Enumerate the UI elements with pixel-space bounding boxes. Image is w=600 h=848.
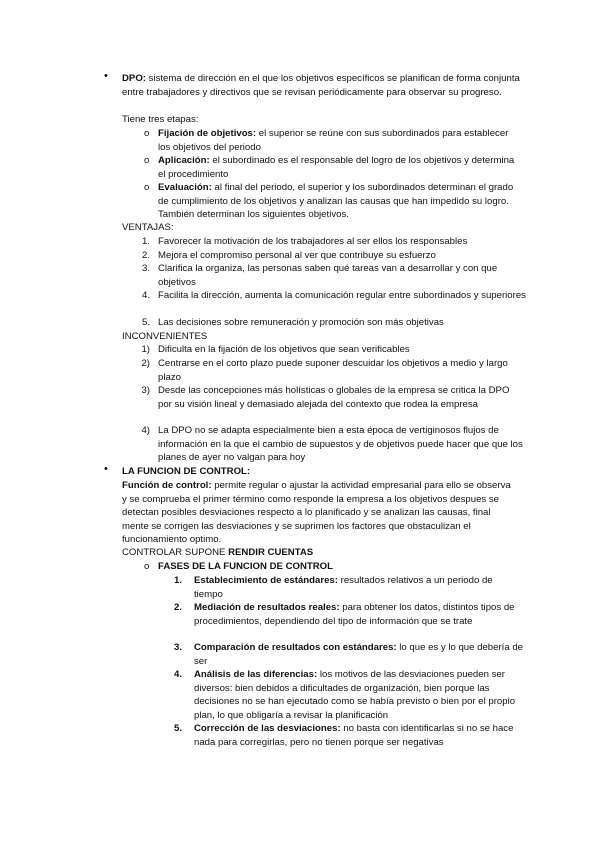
phases-marker: o [144, 561, 150, 572]
drawbacks-heading: INCONVENIENTES [122, 331, 208, 342]
drawback-item: La DPO no se adapta especialmente bien a esta época de vertiginosos flujos de información en la que el cambio de supuestos y de objetivos puede hacer que que los planes de ayer no valgan para hoy [158, 425, 523, 464]
phase-item [194, 641, 524, 668]
advantage-number: 4. [141, 290, 150, 301]
phase-text: para obtener los datos, distintos tipos de procedimientos, dependiendo del tipo de información que se trate [194, 602, 515, 627]
advantage-number: 3. [141, 263, 150, 274]
drawback-number: 4) [141, 425, 150, 436]
drawback-number: 2) [141, 358, 150, 369]
phase-item [194, 601, 524, 628]
phase-number: 4. [173, 669, 182, 680]
phase-number: 2. [173, 602, 182, 613]
phase-item [194, 574, 524, 601]
advantage-item: Las decisiones sobre remuneración y promoción son más objetivas [158, 317, 444, 328]
stage-label: Aplicación: [158, 155, 210, 166]
phase-text: no basta con identificarlas si no se hace nada para corregirlas, pero no tienen porque ser negativas [194, 723, 514, 748]
phase-text: los motivos de las desviaciones pueden ser diversos: bien debidos a dificultades de organización, bien porque las decisiones no se han ejecutado como se había previsto o bien por el propio plan, lo que obligaría a revisar la planificación [194, 669, 516, 721]
stage-item [158, 154, 523, 181]
stage-label: Evaluación: [158, 182, 212, 193]
stage-marker: o [144, 155, 150, 166]
advantage-number: 5. [141, 317, 150, 328]
control-def-text: permite regular o ajustar la actividad empresarial para ello se observa y se comprueba el primer término como responde la empresa a los objetivos despues se detectan posibles desviaciones respecto a lo planificado y se analizan las causas, final mente se corrigen las desviaciones y se suprimen los factores que obstaculizan el funcionamiento optimo. [122, 480, 511, 546]
stage-text: el subordinado es el responsable del logro de los objetivos y determina el procedimiento [158, 155, 515, 180]
stage-text: el superior se reúne con sus subordinados para establecer los objetivos del periodo [158, 128, 509, 153]
stage-item [158, 181, 523, 222]
stage-text: al final del periodo, el superior y los subordinados determinan el grado de cumplimiento de los objetivos y analizan las causas que han impedido su logro. También determinan los siguientes objetivos. [158, 182, 514, 221]
rendir-cuentas-line: CONTROLAR SUPONE RENDIR CUENTAS [122, 547, 314, 558]
stages-intro: Tiene tres etapas: [122, 114, 199, 125]
dpo-text: sistema de dirección en el que los objetivos específicos se planifican de forma conjunta entre trabajadores y directivos que se revisan periódicamente para observar su progreso. [122, 73, 520, 98]
control-definition [122, 479, 517, 547]
phase-text: resultados relativos a un periodo de tiempo [194, 575, 493, 600]
phase-label: Mediación de resultados reales: [194, 602, 340, 613]
drawback-item: Centrarse en el corto plazo puede suponer descuidar los objetivos a medio y largo plazo [158, 358, 508, 383]
dpo-definition [122, 72, 522, 99]
stage-label: Fijación de objetivos: [158, 128, 257, 139]
phase-label: Comparación de resultados con estándares: [194, 642, 397, 653]
phase-label: Análisis de las diferencias: [194, 669, 318, 680]
stage-item [158, 127, 523, 154]
phases-heading: FASES DE LA FUNCION DE CONTROL [158, 561, 334, 572]
advantage-item: Favorecer la motivación de los trabajadores al ser ellos los responsables [158, 236, 468, 247]
phase-number: 3. [173, 642, 182, 653]
phase-text: lo que es y lo que debería de ser [194, 642, 524, 667]
bullet-marker [104, 463, 108, 477]
advantage-item: Mejora el compromiso personal al ver que contribuye su esfuerzo [158, 250, 436, 261]
advantage-item: Facilita la dirección, aumenta la comunicación regular entre subordinados y superiores [158, 290, 526, 301]
phase-item [194, 668, 524, 722]
phase-number: 5. [173, 723, 182, 734]
drawback-number: 3) [141, 385, 150, 396]
advantages-heading: VENTAJAS: [122, 222, 174, 233]
phase-label: Corrección de las desviaciones: [194, 723, 341, 734]
advantage-number: 1. [141, 236, 150, 247]
stage-marker: o [144, 182, 150, 193]
phase-label: Establecimiento de estándares: [194, 575, 338, 586]
bullet-marker [104, 70, 108, 84]
advantage-number: 2. [141, 250, 150, 261]
phase-item [194, 722, 524, 749]
control-heading: LA FUNCION DE CONTROL: [122, 466, 251, 477]
phase-number: 1. [173, 575, 182, 586]
stage-marker: o [144, 128, 150, 139]
dpo-label: DPO: [122, 73, 146, 84]
control-def-label: Función de control: [122, 480, 212, 491]
drawback-number: 1) [141, 344, 150, 355]
drawback-item: Desde las concepciones más holísticas o globales de la empresa se critica la DPO por su visión lineal y demasiado alejada del contexto que rodea la empresa [158, 385, 510, 410]
drawback-item: Dificulta en la fijación de los objetivos que sean verificables [158, 344, 410, 355]
advantage-item: Clarifica la organiza, las personas saben qué tareas van a desarrollar y con que objetivos [158, 263, 498, 288]
